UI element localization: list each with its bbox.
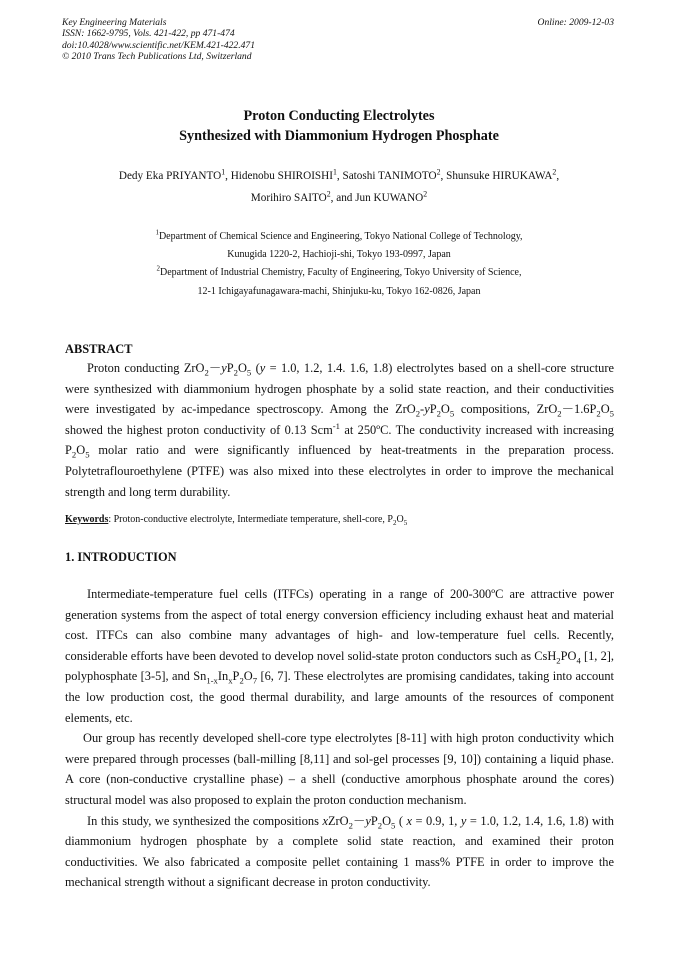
online-date: Online: 2009-12-03 [537,17,614,28]
paper-title [0,106,678,146]
journal-name: Key Engineering Materials [62,17,167,28]
affiliations [70,228,608,301]
journal-doi: doi:10.4028/www.scientific.net/KEM.421-422.471 [62,39,256,51]
abstract-text: Proton conducting $ZrO_2-yP_2O_5$ (y = 1.0, 1.2, 1.4. 1.6, 1.8) electrolytes based on a shell-core structure were synthesized with diammonium hydrogen phosphate by a solid state reaction, and their conductivities were investigated by ac-impedance spectroscopy. Among the $ZrO_2-yP_2O_5$ compositions, $ZrO_2-1.6P_2O_5$ showed the highest proton conductivity of 0.13 Scm$^{-1}$ at 250ºC. The conductivity increased with increasing $P_2O_5$ molar ratio and were significantly influenced by heat-treatments in the preparation process. Polytetraflouroethylene (PTFE) was also mixed into these electrolytes in order to improve the mechanical strength and long term durability. [65,361,615,499]
affiliation-1-line-2: Kunugida 1220-2, Hachioji-shi, Tokyo 193-0997, Japan [227,249,451,261]
title-line-2: Synthesized with Diammonium Hydrogen Phosphate [179,128,499,144]
abstract-heading: ABSTRACT [65,342,133,356]
abstract-section [65,340,614,502]
author-line-1: Dedy Eka PRIYANTO$^1$, Hidenobu SHIROISHI$^1$, Satoshi TANIMOTO$^2$, Shunsuke HIRUKAWA$^2$, [118,167,560,182]
introduction-section [65,584,614,893]
intro-paragraph-3: In this study, we synthesized the compositions $xZrO_2-yP_2O_5$ ( x = 0.9, 1, y = 1.0, 1.2, 1.4, 1.6, 1.8) with diammonium hydrogen phosphate by a complete solid state reaction, and examined their proton conductivities. We also fabricated a composite pellet containing 1 mass% PTFE in order to improve the mechanical strength without a significant decrease in proton conductivity. [65,813,614,890]
title-line-1: Proton Conducting Electrolytes [243,108,435,124]
author-list [70,165,608,209]
author-line-2: Morihiro SAITO$^2$, and Jun KUWANO$^2$ [250,189,428,204]
introduction-heading: 1. INTRODUCTION [65,550,177,564]
intro-paragraph-1: Intermediate-temperature fuel cells (ITFCs) operating in a range of 200-300ºC are attractive power generation systems from the aspect of total energy conversion efficiency including exhaust heat and material cost. ITFCs can also combine many advantages of high- and low-temperature fuel cells. Recently, considerable efforts have been devoted to develop novel solid-state proton conductors such as $CsH_2PO_4$ [1, 2], polyphosphate [3-5], and $Sn_{1-x}In_xP_2O_7$ [6, 7]. These electrolytes are promising candidates, taking into account the low production cost, the good thermal durability, and large amounts of the resources of component elements, etc. [65,587,614,725]
affiliation-2-line-1: $^2$Department of Industrial Chemistry, Faculty of Engineering, Tokyo University of Science, [156,265,522,279]
journal-issn: ISSN: 1662-9795, Vols. 421-422, pp 471-474 [62,28,235,40]
journal-copyright: © 2010 Trans Tech Publications Ltd, Switzerland [62,51,252,63]
intro-paragraph-2: Our group has recently developed shell-core type electrolytes [8-11] with high proton conductivity which were prepared through processes (ball-milling [8,11] and sol-gel processes [9, 10]) containing a liquid phase. A core (non-conductive crystalline phase) – a shell (conductive amorphous phosphate around the cores) structural model was also proposed to explain the proton conduction mechanism. [65,731,614,807]
journal-header [62,17,255,63]
keywords: Keywords: Proton-conductive electrolyte, Intermediate temperature, shell-core, $P_2O_5$ [65,514,408,527]
affiliation-2-line-2: 12-1 Ichigayafunagawara-machi, Shinjuku-ku, Tokyo 162-0826, Japan [197,285,481,297]
affiliation-1-line-1: $^1$Department of Chemical Science and Engineering, Tokyo National College of Technology, [155,228,523,242]
keywords-label: Keywords [65,514,109,525]
